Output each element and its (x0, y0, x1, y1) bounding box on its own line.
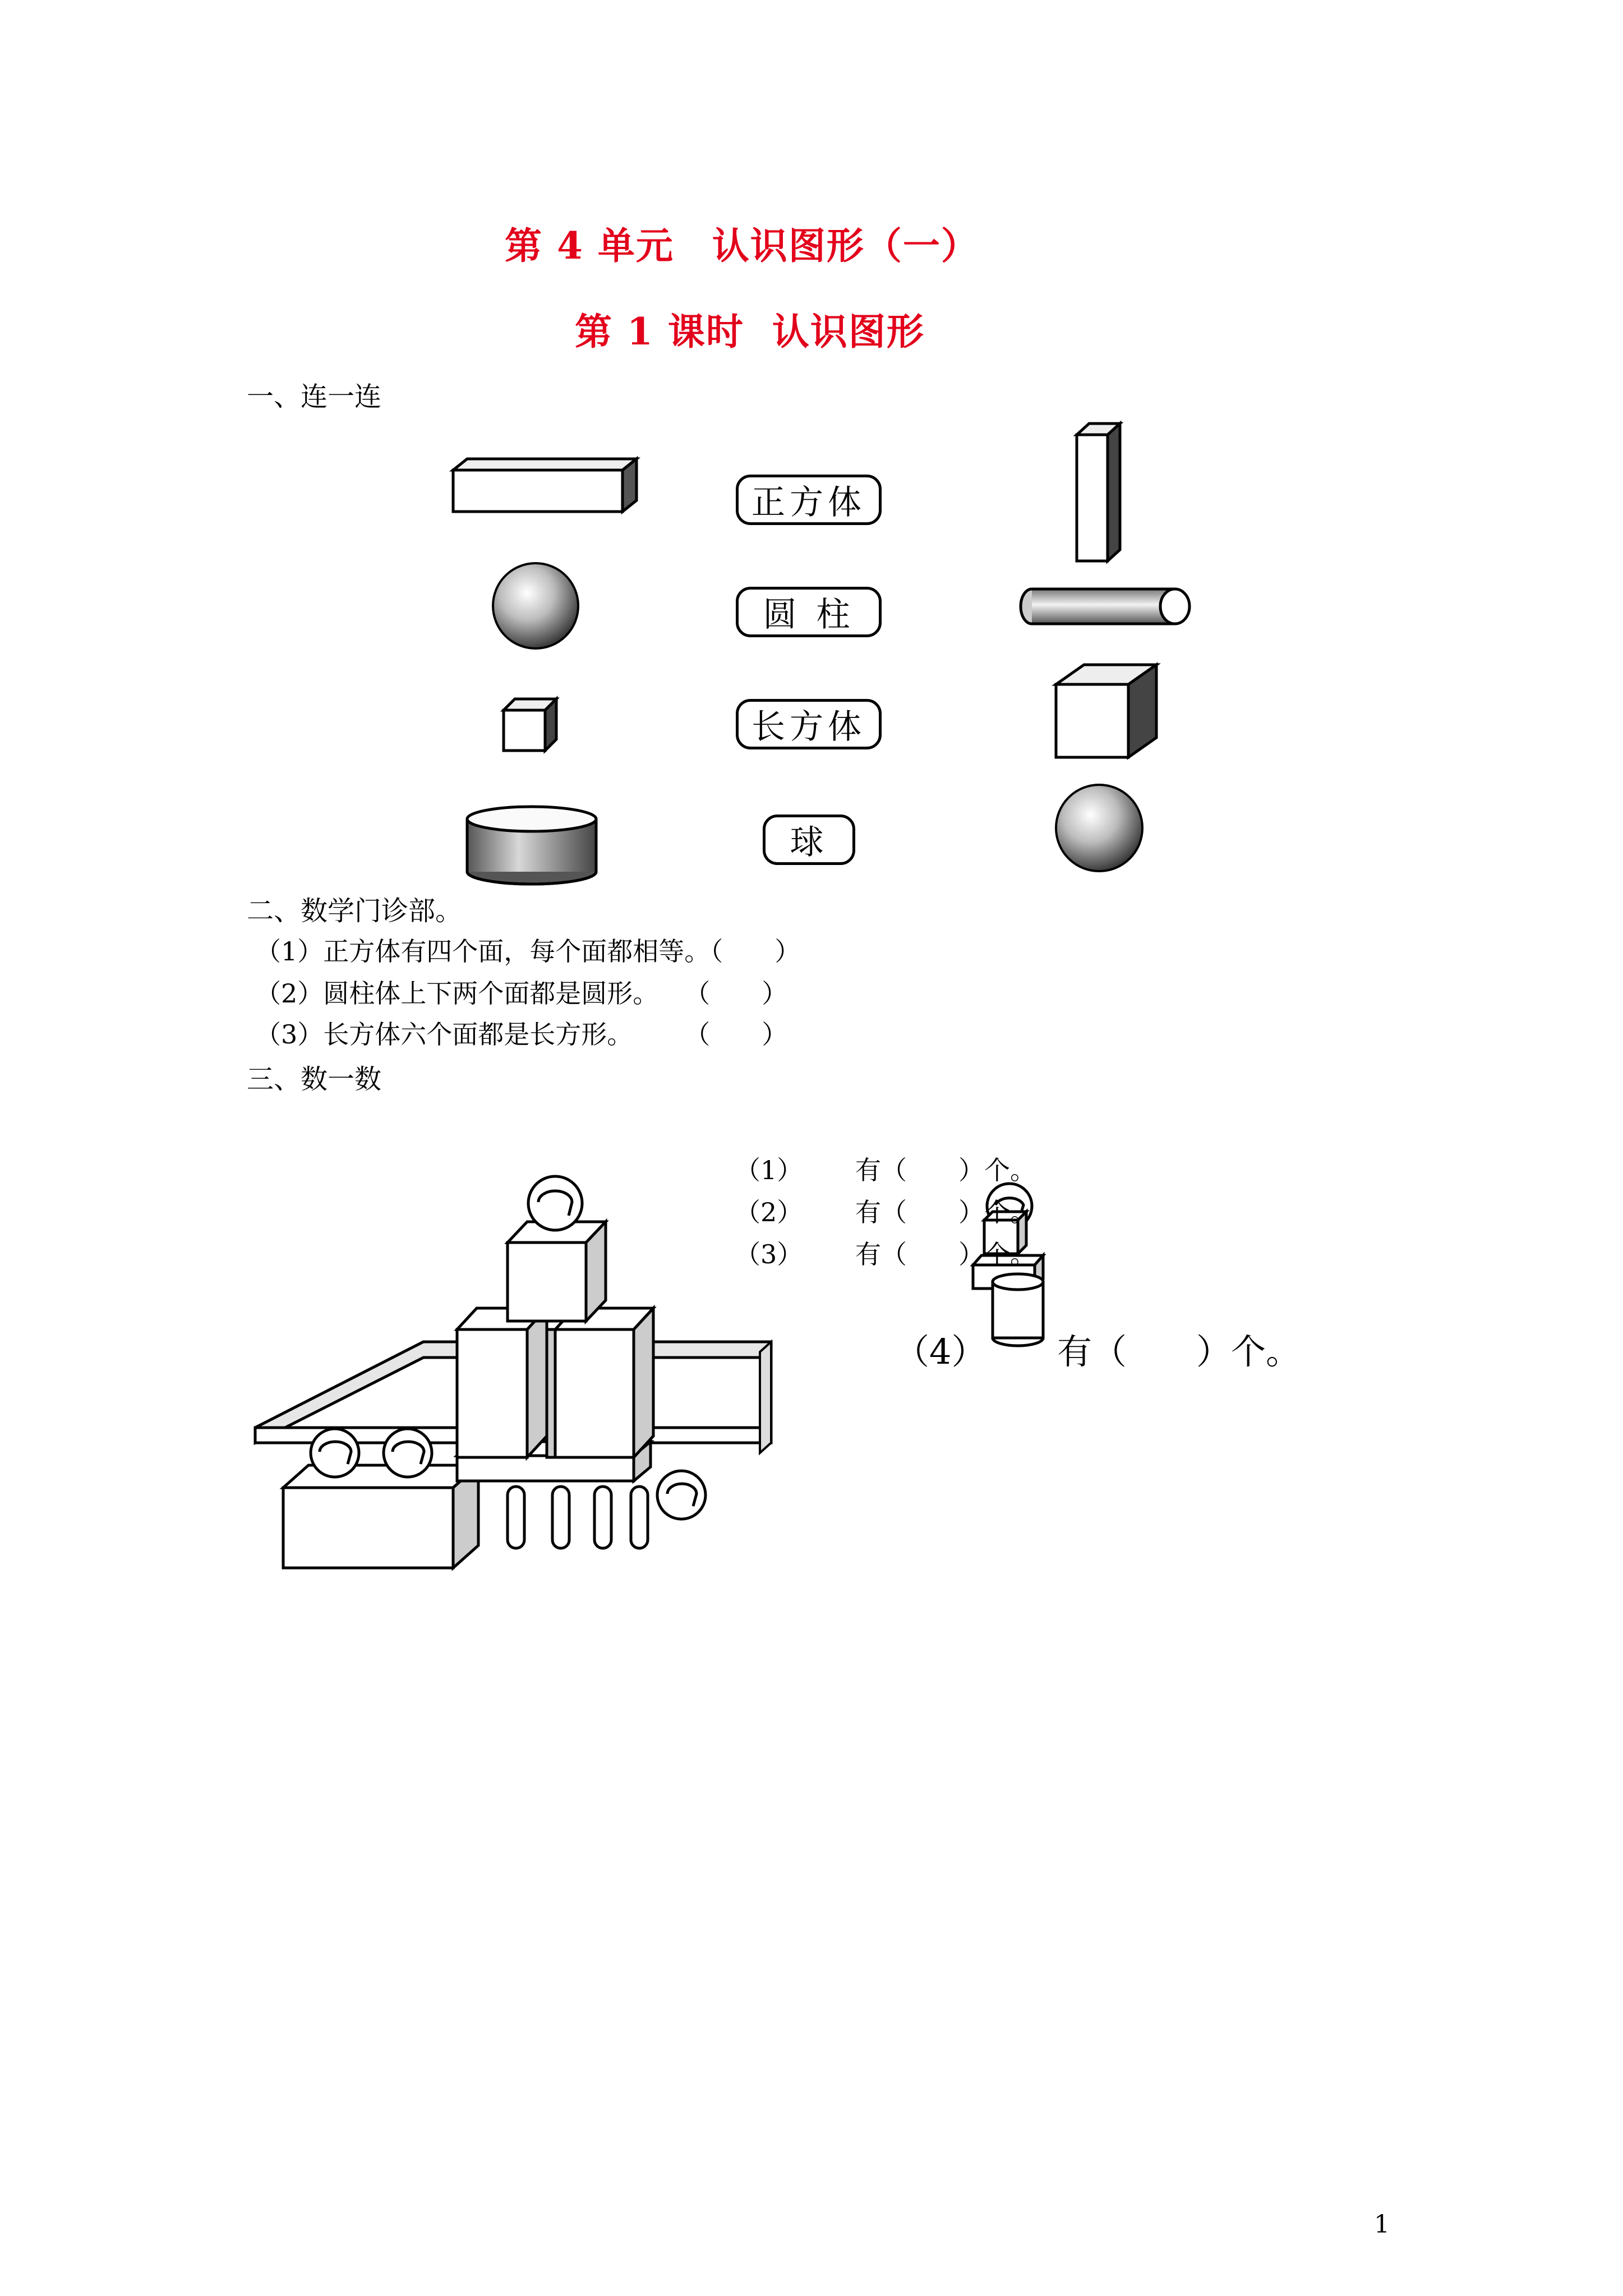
unit-title: 第 4 单元 认识图形（一） (505, 224, 979, 268)
cube-icon (1056, 665, 1156, 757)
judge-item-2: （2）圆柱体上下两个面都是圆形。 （ ） (255, 978, 788, 1009)
short-cylinder-icon (467, 807, 596, 884)
judge-item-1: （1）正方体有四个面，每个面都相等。（ ） (255, 936, 801, 967)
count-text-3: 有（ ）个。 (855, 1239, 1036, 1269)
tall-cuboid-icon (1077, 424, 1120, 561)
sphere-icon (1056, 785, 1142, 871)
section-3-heading: 三、数一数 (247, 1064, 382, 1095)
label-cuboid: 长方体 (736, 699, 882, 749)
label-sphere: 球 (763, 815, 855, 865)
count-text-1: 有（ ）个。 (855, 1155, 1036, 1185)
long-cuboid-icon (453, 459, 637, 512)
lying-cylinder-icon (1021, 589, 1189, 624)
lesson-title: 第 1 课时 认识图形 (575, 310, 925, 353)
count-num-4: （4） (895, 1331, 986, 1372)
count-text-2: 有（ ）个。 (855, 1197, 1036, 1227)
label-cube: 正方体 (736, 475, 882, 525)
count-text-4: 有（ ）个。 (1057, 1331, 1301, 1372)
sphere-icon (493, 563, 578, 648)
small-cube-icon (504, 699, 556, 751)
count-num-2: （2） (735, 1197, 803, 1227)
count-num-1: （1） (735, 1155, 803, 1185)
judge-item-3: （3）长方体六个面都是长方形。 （ ） (255, 1019, 788, 1050)
page-number: 1 (1374, 2210, 1390, 2239)
section-2-heading: 二、数学门诊部。 (247, 895, 463, 927)
section-1-heading: 一、连一连 (247, 381, 382, 412)
count-num-3: （3） (735, 1239, 803, 1269)
label-cylinder: 圆 柱 (736, 587, 882, 637)
